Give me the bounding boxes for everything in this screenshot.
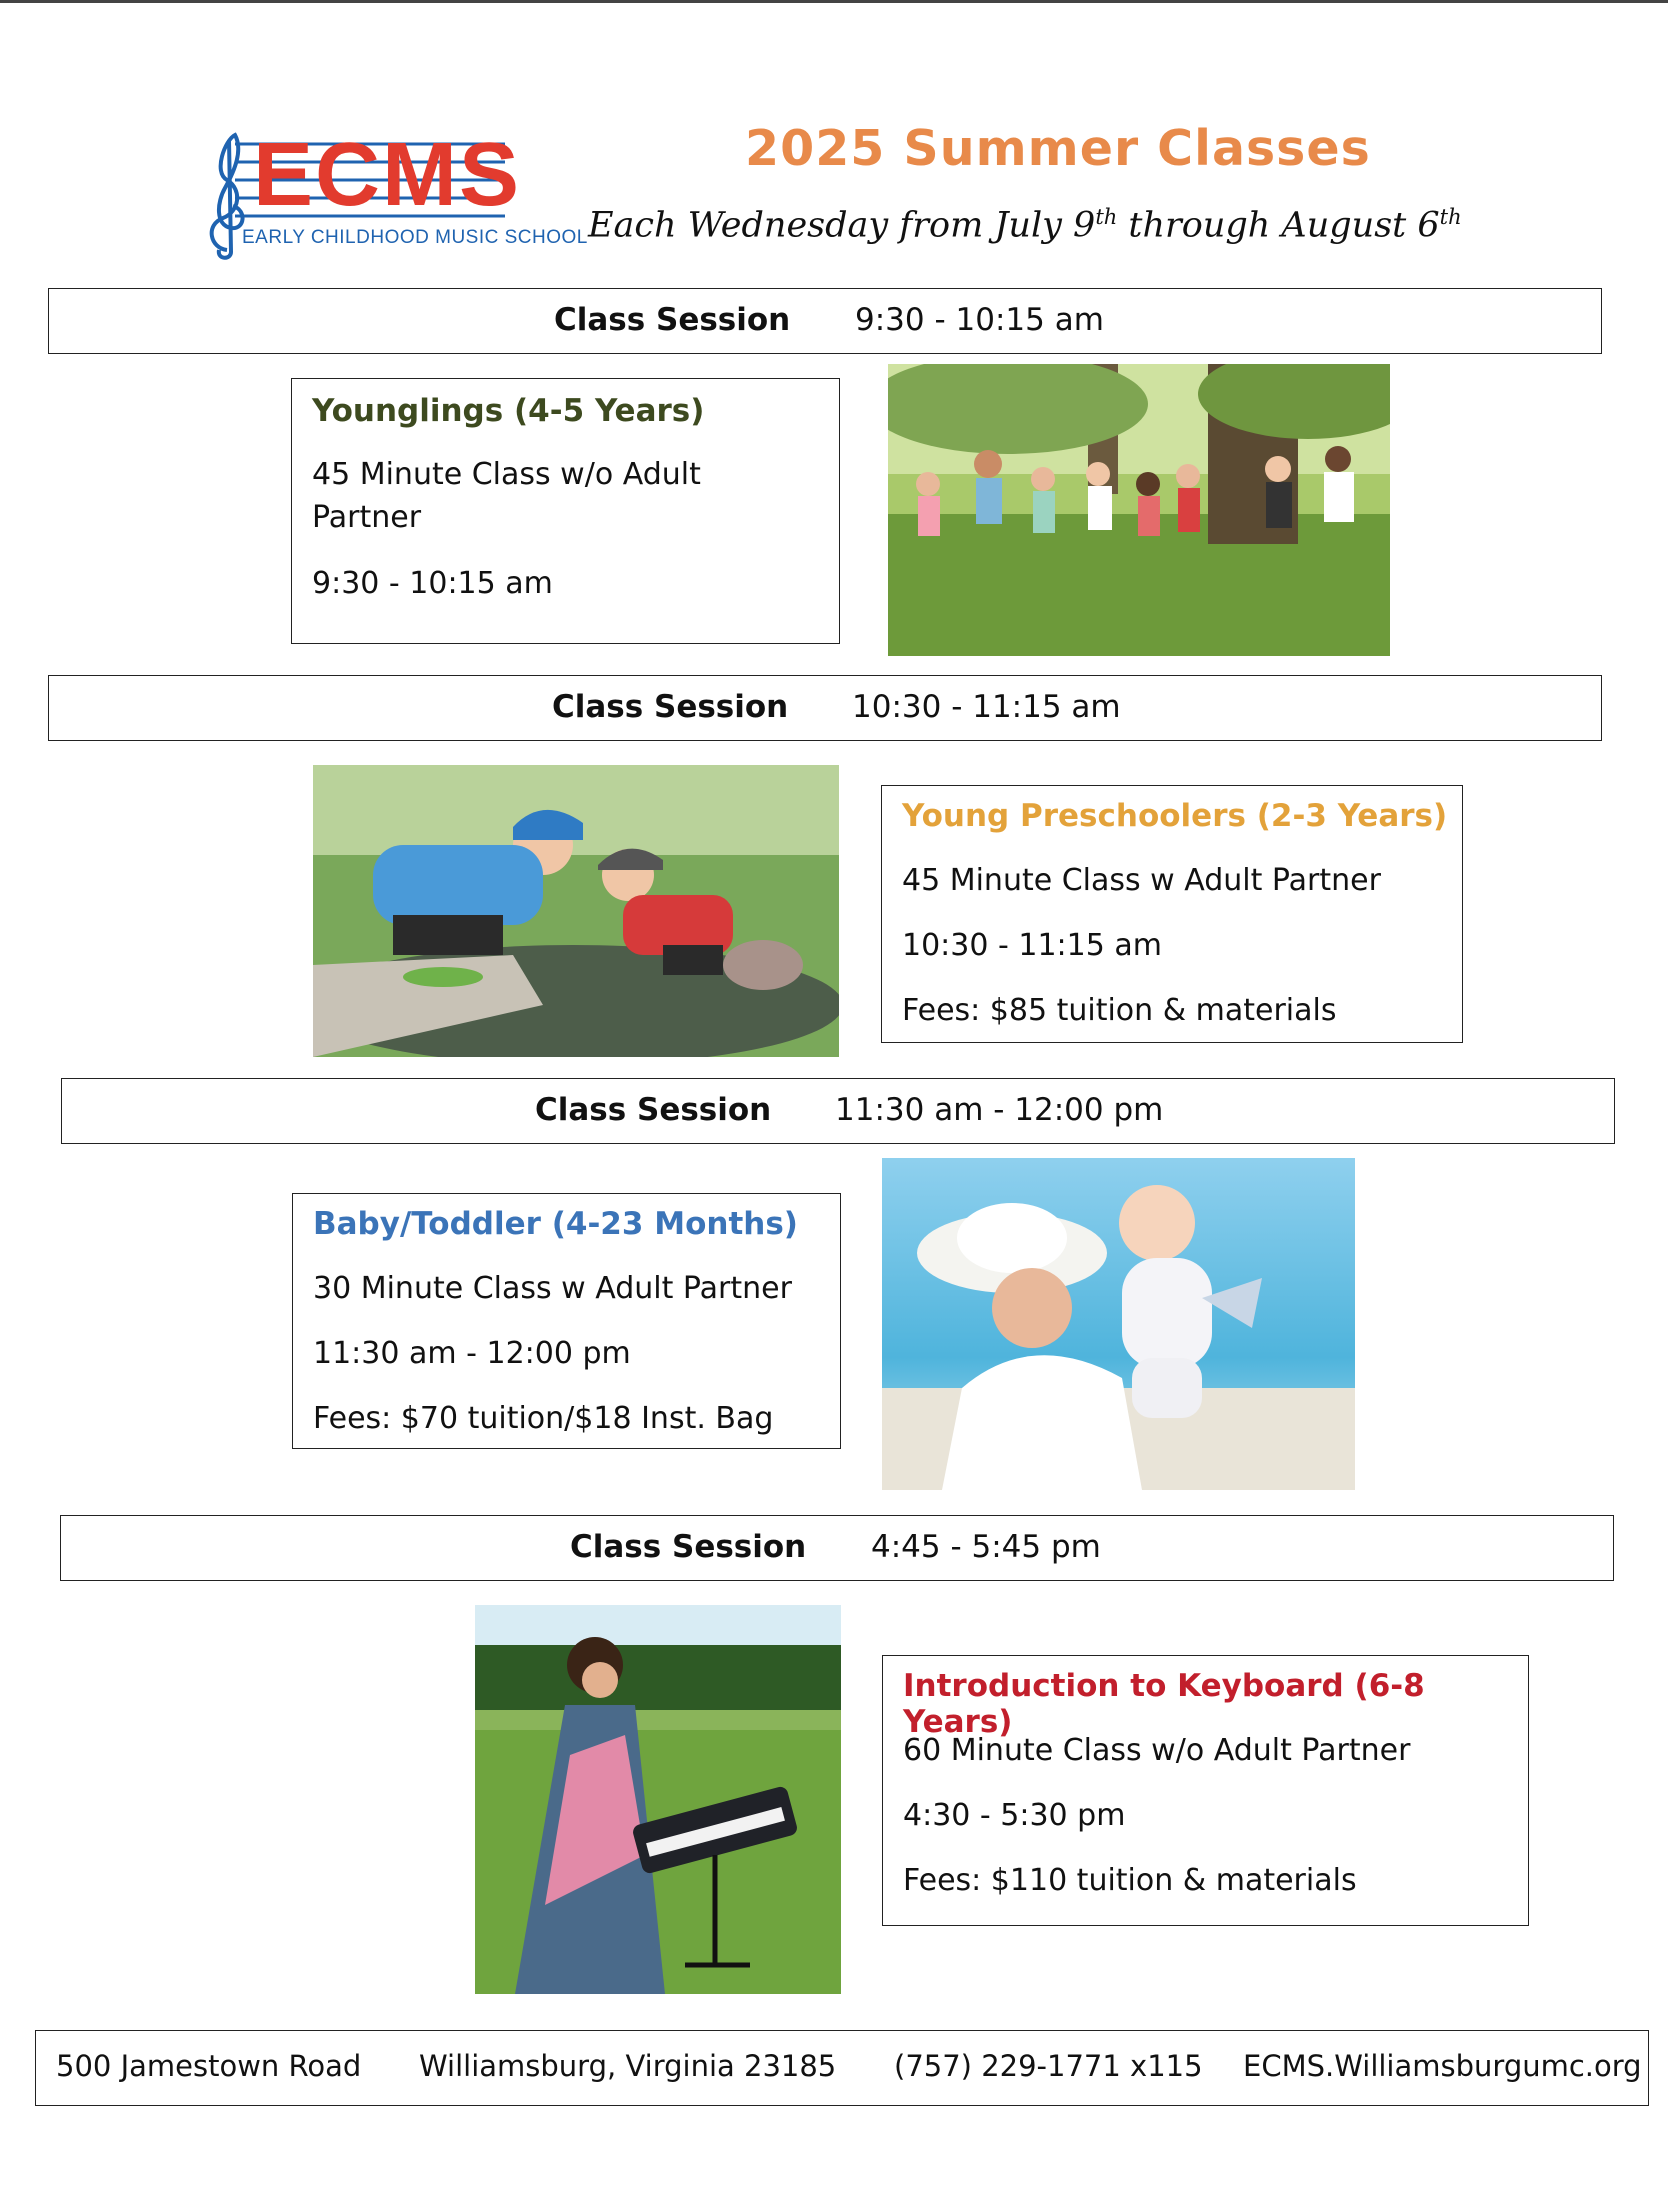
photo-mother-and-baby [882, 1158, 1355, 1490]
page-subtitle: Each Wednesday from July 9th through August 6th [588, 205, 1462, 246]
page-title: 2025 Summer Classes [745, 120, 1371, 177]
footer-phone: (757) 229-1771 x115 [894, 2049, 1203, 2083]
top-rule [0, 0, 1668, 3]
session-time: 10:30 - 11:15 am [852, 689, 1121, 725]
session-label: Class Session [570, 1529, 807, 1565]
class-name: Baby/Toddler (4-23 Months) [313, 1206, 798, 1242]
session-label: Class Session [552, 689, 789, 725]
class-card-young-preschoolers [881, 785, 1463, 1043]
session-time: 11:30 am - 12:00 pm [835, 1092, 1164, 1128]
class-fees: Fees: $70 tuition/$18 Inst. Bag [313, 1401, 774, 1436]
contact-footer [35, 2030, 1649, 2106]
session-label: Class Session [535, 1092, 772, 1128]
session-bar [61, 1078, 1615, 1144]
class-fees: Fees: $85 tuition & materials [902, 993, 1337, 1028]
photo-girl-at-keyboard [475, 1605, 841, 1994]
class-time: 11:30 am - 12:00 pm [313, 1336, 631, 1371]
session-bar [48, 675, 1602, 741]
session-time: 9:30 - 10:15 am [855, 302, 1104, 338]
class-card-baby-toddler [292, 1193, 841, 1449]
session-bar [60, 1515, 1614, 1581]
class-duration: 45 Minute Class w Adult Partner [902, 863, 1381, 898]
class-card-intro-keyboard [882, 1655, 1529, 1926]
photo-children-running [888, 364, 1390, 656]
class-name: Young Preschoolers (2-3 Years) [902, 798, 1448, 834]
class-duration: 45 Minute Class w/o Adult [312, 457, 701, 492]
logo-subtitle: EARLY CHILDHOOD MUSIC SCHOOL [242, 227, 588, 248]
logo-letters: ECMS [253, 125, 522, 225]
class-card-younglings [291, 378, 840, 644]
footer-address: 500 Jamestown Road [56, 2049, 362, 2083]
class-duration: 60 Minute Class w/o Adult Partner [903, 1733, 1411, 1768]
photo-boys-at-pond [313, 765, 839, 1057]
footer-website[interactable]: ECMS.Williamsburgumc.org [1243, 2049, 1642, 2083]
session-bar [48, 288, 1602, 354]
footer-city: Williamsburg, Virginia 23185 [419, 2049, 837, 2083]
class-fees: Fees: $110 tuition & materials [903, 1863, 1357, 1898]
treble-clef-icon [212, 135, 243, 258]
class-time: 9:30 - 10:15 am [312, 566, 553, 601]
class-time: 10:30 - 11:15 am [902, 928, 1162, 963]
class-duration: 30 Minute Class w Adult Partner [313, 1271, 792, 1306]
class-name: Introduction to Keyboard (6-8 Years) [903, 1668, 1425, 1740]
class-name: Younglings (4-5 Years) [312, 393, 705, 429]
session-time: 4:45 - 5:45 pm [871, 1529, 1101, 1565]
class-time: 4:30 - 5:30 pm [903, 1798, 1126, 1833]
class-duration-cont: Partner [312, 500, 422, 535]
session-label: Class Session [554, 302, 791, 338]
